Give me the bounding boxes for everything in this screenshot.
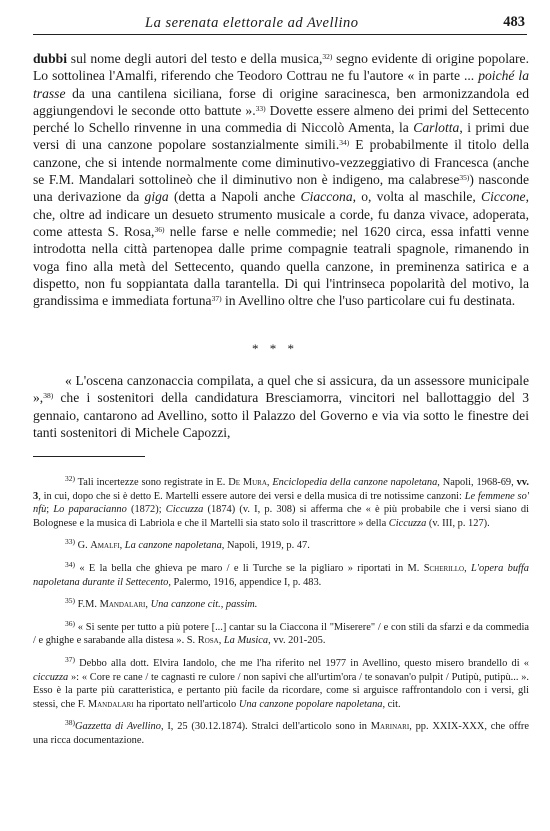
footnote-38 [33,720,529,747]
author-name: Mandalari [99,599,146,611]
italic-run: Ciccuzza [388,517,427,529]
section-separator: * * * [252,341,298,356]
author-name: Marinari [370,721,410,733]
text-run: , vv. 201-205. [268,635,326,647]
text-run: sul nome degli autori del testo e della musica, [67,51,323,66]
footnote-ref: 36) [154,224,165,234]
text-run: E probabilmente il titolo della canzone, che si intende normalmente come diminutivo-vezzeggiativo di Francesca (anche se F.M. Mandalari sottolineò che il diminutivo non è indigeno, ma calabrese [33,137,529,188]
text-run: in Avellino oltre che l'uso particolare cui fu destinata. [221,293,516,309]
text-run: , I, 25 (30.12.1874). Stralci dell'articolo sono in [160,721,371,733]
text-run: Debbo alla dott. Elvira Iandolo, che me l'ha riferito nel 1977 in Avellino, questo misero brandello di « [75,657,529,669]
running-title: La serenata elettorale ad Avellino [145,15,359,31]
italic-run: Ciaccona [300,189,353,205]
text-run: (detta a Napoli anche [168,189,301,205]
italic-run: Carlotta [413,120,460,136]
footnote-37 [33,654,529,711]
text-run: , [218,635,224,647]
footnote-ref: 34) [339,138,350,148]
footnote-number: 36) [65,618,75,628]
text-run: , [145,599,151,611]
italic-run: Ciccone [481,189,526,205]
footnote-33 [33,539,529,553]
text-run: nelle farse e nelle commedie; nel 1620 circa, essa infatti venne introdotta nella città partenopea dalle prime compagnie teatrali spagnole, rimanendo in voga fino alla metà del Settecento, quando quella canzone, in preminenza satirica e a dispetto, non fu soppiantata dalla tarantella. Di qui l'intrinseca popolarità del motivo, la grandissima e immediata fortuna [33,223,529,309]
footnote-35 [33,598,529,612]
text-run: (v. III, p. 127). [426,517,490,529]
text-run: (1872); [126,504,166,516]
author-name: Scherillo [423,562,465,574]
footnote-number: 37) [65,654,75,664]
italic-run: Una canzone cit., passim. [150,599,258,611]
text-run: , [266,477,273,488]
author-name: Amalfi [90,540,120,552]
footnote-number: 32) [65,474,75,483]
footnote-32 [33,476,529,530]
text-run: , che, oltre ad indicare un desueto strumento musicale a corde, fu danza vivace, adoperata, come attesta S. Rosa, [33,189,529,239]
footnote-number: 38) [65,718,75,728]
italic-run: Enciclopedia della canzone napoletana [272,477,438,488]
text-run: , [464,562,472,574]
main-text-continued [33,372,529,441]
footnote-number: 35) [65,596,75,606]
text-run: « L'oscena canzonaccia compilata, a quel che si assicura, da un assessore municipale », [33,373,529,406]
italic-run: La Musica [223,635,269,647]
text-run: ; [46,504,54,516]
footnote-ref: 33) [255,103,266,113]
footnote-ref: 37) [211,294,222,304]
text-run: , Palermo, 1916, appendice I, p. 483. [168,576,322,588]
italic-run: ciccuzza [33,671,69,683]
italic-run: Lo paparacianno [53,504,127,516]
text-run: »: « Core re cane / te cagnasti re culore / non sapivi che all'urtim'ora / te sonavan'o pulpit / Putipù, putipù... ». Esso è la parte più caratteristica, e pertanto più facile da ricordare, come si arguisce raffrontandolo con i versi, gli stessi, che F. [33,671,529,710]
text-run: , in cui, dopo che si è detto E. Martelli essere autore dei versi e della musica di tre notissime canzoni: [38,490,465,502]
text-run: , i primi due versi di una canzone popolare sostanzialmente simili. [33,120,529,153]
author-name: Mandalari [87,698,134,710]
italic-run: giga [144,189,169,205]
main-text [33,50,529,309]
footnote-number: 33) [65,537,75,547]
text-run: dubbi [33,51,68,66]
text-run: da una cantilena siciliana, forse di origine saracinesca, ben armonizzandola ed aggiungendovi le seconde otto battute ». [33,85,529,118]
text-run: , o, volta al maschile, [352,189,482,205]
text-run: , cit. [382,698,401,710]
text-run: , Napoli, 1968-69, [437,477,517,488]
text-run: G. [75,540,91,552]
footnote-34 [33,559,529,589]
text-run: , Napoli, 1919, p. 47. [221,540,310,552]
italic-run: Ciccuzza [165,504,204,516]
italic-run: La canzone napoletana [124,540,222,552]
footnote-divider [33,456,145,457]
paragraph-1 [33,50,529,309]
italic-run: L'opera buffa napoletana durante il Settecento [33,562,529,588]
footnote-ref: 32) [322,52,333,61]
footnotes [33,476,529,753]
text-run: Tali incertezze sono registrate in E. [75,477,229,488]
text-run: F.M. [75,599,100,611]
text-run: , pp. XXIX-XXX, che offre una ricca documentazione. [33,721,529,746]
text-run: « Si sente per tutto a più potere [...] cantar su la Ciaccona il "Miserere" / e con stili da sfarzi e da commedia / e ghighe e sarabande alla distesa ». S. [33,621,529,647]
text-run: vv. 3 [33,477,529,502]
italic-run: poiché la trasse [33,68,529,101]
footnote-number: 34) [65,559,75,569]
text-run: , [119,540,125,552]
footnote-36 [33,618,529,648]
text-run: Dovette essere almeno dei primi del Settecento perché lo Schello rinvenne in una commedia di Niccolò Amenta, la [33,102,529,136]
text-run: « E la bella che ghieva pe maro / e li Turche se la pigliaro » riportati in M. [75,562,424,574]
author-name: De Mura [228,477,267,488]
page-header [33,12,527,35]
author-name: Rosa [197,635,219,647]
italic-run: Gazzetta di Avellino [75,721,161,733]
text-run: (1874) (v. I, p. 308) si afferma che « è più probabile che i versi siano di Bolognese e la musica di Labriola e che il Martelli sia stato solo il trascrittore » della [33,504,529,529]
text-run: ) nasconde una derivazione da [33,172,529,205]
text-run: che i sostenitori della candidatura Bresciamorra, vincitori nel ballottaggio del 3 gennaio, cantarono ad Avellino, sotto il Palazzo del Governo e via via sotto le finestre dei tanti sostenitori di Michele Capozzi, [33,390,529,440]
italic-run: Le femmene so' nfù [33,490,529,516]
page-number: 483 [503,14,525,30]
italic-run: Una canzone popolare napoletana [238,698,383,710]
paragraph-2 [33,372,529,441]
text-run: ha riportato nell'articolo [133,698,239,710]
footnote-ref: 38) [43,391,54,401]
text-run: segno evidente di origine popolare. Lo sottolinea l'Amalfi, riferendo che Teodoro Cottrau ne fu l'autore « in parte ... [33,51,529,84]
footnote-ref: 35) [459,173,470,183]
